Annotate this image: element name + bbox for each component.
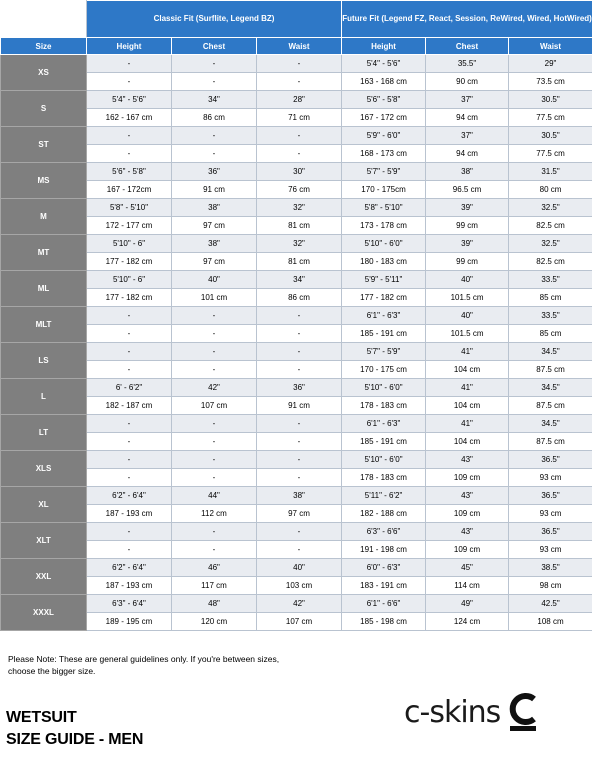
future-height-cell: 170 - 175 cm bbox=[342, 361, 426, 379]
size-label: XLS bbox=[1, 451, 87, 487]
classic-height-cell: - bbox=[87, 307, 172, 325]
future-height-cell: 6'1" - 6'6" bbox=[342, 595, 426, 613]
future-height-cell: 5'10" - 6'0" bbox=[342, 379, 426, 397]
classic-waist-cell: 32" bbox=[257, 235, 342, 253]
future-chest-cell: 41" bbox=[426, 379, 509, 397]
classic-height-cell: 177 - 182 cm bbox=[87, 289, 172, 307]
future-chest-cell: 49" bbox=[426, 595, 509, 613]
classic-chest-cell: 112 cm bbox=[172, 505, 257, 523]
future-chest-cell: 37" bbox=[426, 91, 509, 109]
future-waist-cell: 108 cm bbox=[509, 613, 592, 631]
table-row bbox=[1, 163, 592, 181]
future-waist-cell: 87.5 cm bbox=[509, 397, 592, 415]
future-chest-header: Chest bbox=[426, 38, 509, 55]
future-height-cell: 178 - 183 cm bbox=[342, 469, 426, 487]
classic-chest-cell: - bbox=[172, 343, 257, 361]
future-chest-cell: 109 cm bbox=[426, 505, 509, 523]
size-table-body bbox=[1, 55, 592, 631]
future-height-cell: 5'4" - 5'6" bbox=[342, 55, 426, 73]
future-waist-header: Waist bbox=[509, 38, 592, 55]
classic-chest-cell: - bbox=[172, 307, 257, 325]
future-waist-cell: 33.5" bbox=[509, 307, 592, 325]
future-chest-cell: 43" bbox=[426, 487, 509, 505]
future-waist-cell: 34.5" bbox=[509, 379, 592, 397]
brand-logo bbox=[404, 682, 584, 742]
future-waist-cell: 30.5" bbox=[509, 127, 592, 145]
table-row bbox=[1, 415, 592, 433]
future-chest-cell: 96.5 cm bbox=[426, 181, 509, 199]
future-height-cell: 191 - 198 cm bbox=[342, 541, 426, 559]
size-label: LS bbox=[1, 343, 87, 379]
future-waist-cell: 36.5" bbox=[509, 487, 592, 505]
classic-waist-cell: - bbox=[257, 523, 342, 541]
table-row bbox=[1, 505, 592, 523]
table-row bbox=[1, 559, 592, 577]
future-height-cell: 5'10" - 6'0" bbox=[342, 235, 426, 253]
classic-waist-cell: 97 cm bbox=[257, 505, 342, 523]
classic-chest-cell: 38" bbox=[172, 199, 257, 217]
logo-text: c-skins bbox=[404, 694, 501, 730]
table-row bbox=[1, 145, 592, 163]
future-waist-cell: 80 cm bbox=[509, 181, 592, 199]
future-waist-cell: 30.5" bbox=[509, 91, 592, 109]
classic-waist-cell: 107 cm bbox=[257, 613, 342, 631]
title-line-2: SIZE GUIDE - MEN bbox=[6, 731, 144, 748]
future-waist-cell: 87.5 cm bbox=[509, 433, 592, 451]
table-row bbox=[1, 127, 592, 145]
table-row bbox=[1, 181, 592, 199]
classic-chest-cell: 46" bbox=[172, 559, 257, 577]
table-row bbox=[1, 55, 592, 73]
future-waist-cell: 73.5 cm bbox=[509, 73, 592, 91]
future-chest-cell: 104 cm bbox=[426, 433, 509, 451]
classic-chest-cell: 117 cm bbox=[172, 577, 257, 595]
size-column-header: Size bbox=[1, 38, 87, 55]
future-waist-cell: 42.5" bbox=[509, 595, 592, 613]
classic-height-cell: - bbox=[87, 361, 172, 379]
size-label: S bbox=[1, 91, 87, 127]
classic-chest-cell: 101 cm bbox=[172, 289, 257, 307]
future-waist-cell: 82.5 cm bbox=[509, 253, 592, 271]
future-chest-cell: 40" bbox=[426, 271, 509, 289]
classic-height-cell: - bbox=[87, 127, 172, 145]
future-height-cell: 5'11" - 6'2" bbox=[342, 487, 426, 505]
future-waist-cell: 33.5" bbox=[509, 271, 592, 289]
classic-waist-cell: - bbox=[257, 127, 342, 145]
future-height-cell: 5'10" - 6'0" bbox=[342, 451, 426, 469]
classic-chest-cell: - bbox=[172, 415, 257, 433]
future-chest-cell: 39" bbox=[426, 199, 509, 217]
title-line-1: WETSUIT bbox=[6, 709, 77, 726]
future-height-cell: 5'9" - 6'0" bbox=[342, 127, 426, 145]
table-row bbox=[1, 325, 592, 343]
future-chest-cell: 114 cm bbox=[426, 577, 509, 595]
future-waist-cell: 98 cm bbox=[509, 577, 592, 595]
future-height-cell: 5'9" - 5'11" bbox=[342, 271, 426, 289]
classic-waist-cell: 86 cm bbox=[257, 289, 342, 307]
classic-waist-cell: 81 cm bbox=[257, 217, 342, 235]
future-chest-cell: 104 cm bbox=[426, 361, 509, 379]
table-row bbox=[1, 271, 592, 289]
future-height-cell: 185 - 198 cm bbox=[342, 613, 426, 631]
classic-waist-cell: 40" bbox=[257, 559, 342, 577]
classic-waist-cell: 81 cm bbox=[257, 253, 342, 271]
future-height-cell: 173 - 178 cm bbox=[342, 217, 426, 235]
future-height-cell: 178 - 183 cm bbox=[342, 397, 426, 415]
classic-height-cell: - bbox=[87, 325, 172, 343]
table-row bbox=[1, 253, 592, 271]
table-row bbox=[1, 523, 592, 541]
future-waist-cell: 93 cm bbox=[509, 541, 592, 559]
classic-waist-cell: - bbox=[257, 361, 342, 379]
classic-height-cell: 5'4" - 5'6" bbox=[87, 91, 172, 109]
future-chest-cell: 104 cm bbox=[426, 397, 509, 415]
future-chest-cell: 43" bbox=[426, 523, 509, 541]
table-row bbox=[1, 361, 592, 379]
table-row bbox=[1, 343, 592, 361]
size-label: MLT bbox=[1, 307, 87, 343]
future-chest-cell: 35.5" bbox=[426, 55, 509, 73]
classic-height-cell: 5'10" - 6" bbox=[87, 271, 172, 289]
classic-height-cell: 6'3" - 6'4" bbox=[87, 595, 172, 613]
future-height-cell: 185 - 191 cm bbox=[342, 325, 426, 343]
classic-chest-cell: - bbox=[172, 433, 257, 451]
size-label: XL bbox=[1, 487, 87, 523]
classic-waist-cell: 32" bbox=[257, 199, 342, 217]
classic-chest-cell: - bbox=[172, 73, 257, 91]
classic-height-cell: - bbox=[87, 343, 172, 361]
classic-chest-cell: 44" bbox=[172, 487, 257, 505]
future-height-cell: 6'1" - 6'3" bbox=[342, 307, 426, 325]
table-row bbox=[1, 595, 592, 613]
classic-chest-cell: 36" bbox=[172, 163, 257, 181]
classic-height-cell: 187 - 193 cm bbox=[87, 505, 172, 523]
classic-chest-header: Chest bbox=[172, 38, 257, 55]
classic-height-header: Height bbox=[87, 38, 172, 55]
table-row bbox=[1, 235, 592, 253]
classic-waist-cell: 28" bbox=[257, 91, 342, 109]
size-label: XXXL bbox=[1, 595, 87, 631]
classic-height-cell: - bbox=[87, 469, 172, 487]
classic-height-cell: 167 - 172cm bbox=[87, 181, 172, 199]
classic-height-cell: - bbox=[87, 145, 172, 163]
size-label: XS bbox=[1, 55, 87, 91]
classic-waist-cell: - bbox=[257, 325, 342, 343]
future-chest-cell: 43" bbox=[426, 451, 509, 469]
classic-chest-cell: 48" bbox=[172, 595, 257, 613]
future-height-cell: 5'7" - 5'9" bbox=[342, 343, 426, 361]
table-row bbox=[1, 469, 592, 487]
table-row bbox=[1, 109, 592, 127]
classic-chest-cell: - bbox=[172, 325, 257, 343]
future-waist-cell: 34.5" bbox=[509, 343, 592, 361]
page-title bbox=[6, 707, 143, 751]
classic-waist-cell: - bbox=[257, 343, 342, 361]
future-waist-cell: 87.5 cm bbox=[509, 361, 592, 379]
classic-height-cell: 177 - 182 cm bbox=[87, 253, 172, 271]
classic-waist-cell: 76 cm bbox=[257, 181, 342, 199]
classic-height-cell: - bbox=[87, 73, 172, 91]
classic-waist-cell: 34" bbox=[257, 271, 342, 289]
future-chest-cell: 109 cm bbox=[426, 541, 509, 559]
future-waist-cell: 38.5" bbox=[509, 559, 592, 577]
classic-chest-cell: - bbox=[172, 145, 257, 163]
future-chest-cell: 39" bbox=[426, 235, 509, 253]
size-label: XXL bbox=[1, 559, 87, 595]
size-label: M bbox=[1, 199, 87, 235]
classic-chest-cell: 86 cm bbox=[172, 109, 257, 127]
table-row bbox=[1, 433, 592, 451]
classic-height-cell: 5'8" - 5'10" bbox=[87, 199, 172, 217]
future-chest-cell: 40" bbox=[426, 307, 509, 325]
future-chest-cell: 90 cm bbox=[426, 73, 509, 91]
future-height-cell: 5'7" - 5'9" bbox=[342, 163, 426, 181]
table-row bbox=[1, 307, 592, 325]
table-row bbox=[1, 397, 592, 415]
classic-height-cell: - bbox=[87, 415, 172, 433]
future-height-cell: 163 - 168 cm bbox=[342, 73, 426, 91]
future-waist-cell: 36.5" bbox=[509, 523, 592, 541]
classic-fit-header: Classic Fit (Surflite, Legend BZ) bbox=[87, 1, 342, 38]
classic-waist-cell: 42" bbox=[257, 595, 342, 613]
classic-height-cell: 182 - 187 cm bbox=[87, 397, 172, 415]
corner-cell bbox=[1, 1, 87, 38]
future-waist-cell: 36.5" bbox=[509, 451, 592, 469]
future-height-cell: 185 - 191 cm bbox=[342, 433, 426, 451]
classic-waist-cell: - bbox=[257, 415, 342, 433]
classic-height-cell: 189 - 195 cm bbox=[87, 613, 172, 631]
classic-height-cell: - bbox=[87, 451, 172, 469]
future-height-cell: 6'3" - 6'6" bbox=[342, 523, 426, 541]
future-chest-cell: 45" bbox=[426, 559, 509, 577]
future-waist-cell: 93 cm bbox=[509, 505, 592, 523]
classic-chest-cell: 42" bbox=[172, 379, 257, 397]
future-waist-cell: 32.5" bbox=[509, 199, 592, 217]
classic-waist-cell: 30" bbox=[257, 163, 342, 181]
classic-chest-cell: - bbox=[172, 469, 257, 487]
future-waist-cell: 85 cm bbox=[509, 289, 592, 307]
future-height-cell: 182 - 188 cm bbox=[342, 505, 426, 523]
classic-height-cell: - bbox=[87, 433, 172, 451]
table-row bbox=[1, 451, 592, 469]
classic-waist-cell: - bbox=[257, 307, 342, 325]
future-chest-cell: 38" bbox=[426, 163, 509, 181]
classic-chest-cell: - bbox=[172, 523, 257, 541]
future-chest-cell: 109 cm bbox=[426, 469, 509, 487]
future-height-cell: 177 - 182 cm bbox=[342, 289, 426, 307]
future-height-cell: 183 - 191 cm bbox=[342, 577, 426, 595]
future-height-cell: 5'6" - 5'8" bbox=[342, 91, 426, 109]
classic-waist-cell: 91 cm bbox=[257, 397, 342, 415]
classic-chest-cell: 34" bbox=[172, 91, 257, 109]
classic-chest-cell: 107 cm bbox=[172, 397, 257, 415]
classic-height-cell: 187 - 193 cm bbox=[87, 577, 172, 595]
size-label: XLT bbox=[1, 523, 87, 559]
future-chest-cell: 94 cm bbox=[426, 145, 509, 163]
table-row bbox=[1, 73, 592, 91]
table-row bbox=[1, 199, 592, 217]
future-chest-cell: 99 cm bbox=[426, 253, 509, 271]
future-height-cell: 167 - 172 cm bbox=[342, 109, 426, 127]
classic-waist-cell: - bbox=[257, 145, 342, 163]
table-row bbox=[1, 91, 592, 109]
classic-chest-cell: 97 cm bbox=[172, 253, 257, 271]
size-label: ML bbox=[1, 271, 87, 307]
future-chest-cell: 101.5 cm bbox=[426, 289, 509, 307]
future-waist-cell: 93 cm bbox=[509, 469, 592, 487]
classic-chest-cell: - bbox=[172, 127, 257, 145]
classic-waist-cell: 38" bbox=[257, 487, 342, 505]
future-height-cell: 168 - 173 cm bbox=[342, 145, 426, 163]
table-row bbox=[1, 577, 592, 595]
table-row bbox=[1, 289, 592, 307]
future-waist-cell: 32.5" bbox=[509, 235, 592, 253]
c-logo-icon bbox=[508, 692, 538, 732]
classic-waist-cell: 36" bbox=[257, 379, 342, 397]
classic-height-cell: - bbox=[87, 523, 172, 541]
classic-waist-cell: 71 cm bbox=[257, 109, 342, 127]
classic-height-cell: 172 - 177 cm bbox=[87, 217, 172, 235]
future-chest-cell: 101.5 cm bbox=[426, 325, 509, 343]
classic-waist-cell: - bbox=[257, 73, 342, 91]
future-height-header: Height bbox=[342, 38, 426, 55]
future-waist-cell: 85 cm bbox=[509, 325, 592, 343]
future-height-cell: 6'1" - 6'3" bbox=[342, 415, 426, 433]
classic-waist-header: Waist bbox=[257, 38, 342, 55]
table-row bbox=[1, 379, 592, 397]
classic-height-cell: - bbox=[87, 55, 172, 73]
future-height-cell: 6'0" - 6'3" bbox=[342, 559, 426, 577]
classic-height-cell: 6' - 6'2" bbox=[87, 379, 172, 397]
future-waist-cell: 29" bbox=[509, 55, 592, 73]
classic-chest-cell: 91 cm bbox=[172, 181, 257, 199]
classic-height-cell: 6'2" - 6'4" bbox=[87, 487, 172, 505]
classic-height-cell: - bbox=[87, 541, 172, 559]
classic-height-cell: 5'10" - 6" bbox=[87, 235, 172, 253]
classic-waist-cell: - bbox=[257, 451, 342, 469]
table-row bbox=[1, 613, 592, 631]
future-chest-cell: 41" bbox=[426, 415, 509, 433]
future-waist-cell: 77.5 cm bbox=[509, 145, 592, 163]
classic-waist-cell: - bbox=[257, 55, 342, 73]
classic-height-cell: 6'2" - 6'4" bbox=[87, 559, 172, 577]
classic-chest-cell: - bbox=[172, 361, 257, 379]
classic-waist-cell: - bbox=[257, 469, 342, 487]
future-height-cell: 5'8" - 5'10" bbox=[342, 199, 426, 217]
future-waist-cell: 31.5" bbox=[509, 163, 592, 181]
table-row bbox=[1, 487, 592, 505]
table-row bbox=[1, 541, 592, 559]
size-label: MS bbox=[1, 163, 87, 199]
future-chest-cell: 94 cm bbox=[426, 109, 509, 127]
classic-chest-cell: - bbox=[172, 541, 257, 559]
future-waist-cell: 34.5" bbox=[509, 415, 592, 433]
future-chest-cell: 37" bbox=[426, 127, 509, 145]
size-label: ST bbox=[1, 127, 87, 163]
classic-chest-cell: 40" bbox=[172, 271, 257, 289]
size-label: L bbox=[1, 379, 87, 415]
guideline-note: Please Note: These are general guidelines only. If you're between sizes, choose the bigger size. bbox=[8, 654, 280, 676]
size-label: MT bbox=[1, 235, 87, 271]
future-waist-cell: 77.5 cm bbox=[509, 109, 592, 127]
future-chest-cell: 99 cm bbox=[426, 217, 509, 235]
classic-height-cell: 5'6" - 5'8" bbox=[87, 163, 172, 181]
future-chest-cell: 41" bbox=[426, 343, 509, 361]
classic-chest-cell: 120 cm bbox=[172, 613, 257, 631]
table-row bbox=[1, 217, 592, 235]
classic-height-cell: 162 - 167 cm bbox=[87, 109, 172, 127]
future-waist-cell: 82.5 cm bbox=[509, 217, 592, 235]
future-height-cell: 170 - 175cm bbox=[342, 181, 426, 199]
future-chest-cell: 124 cm bbox=[426, 613, 509, 631]
classic-chest-cell: - bbox=[172, 451, 257, 469]
classic-waist-cell: 103 cm bbox=[257, 577, 342, 595]
classic-chest-cell: 97 cm bbox=[172, 217, 257, 235]
classic-chest-cell: 38" bbox=[172, 235, 257, 253]
classic-chest-cell: - bbox=[172, 55, 257, 73]
future-height-cell: 180 - 183 cm bbox=[342, 253, 426, 271]
future-fit-header: Future Fit (Legend FZ, React, Session, ReWired, Wired, HotWired) bbox=[342, 1, 592, 38]
size-label: LT bbox=[1, 415, 87, 451]
classic-waist-cell: - bbox=[257, 541, 342, 559]
classic-waist-cell: - bbox=[257, 433, 342, 451]
